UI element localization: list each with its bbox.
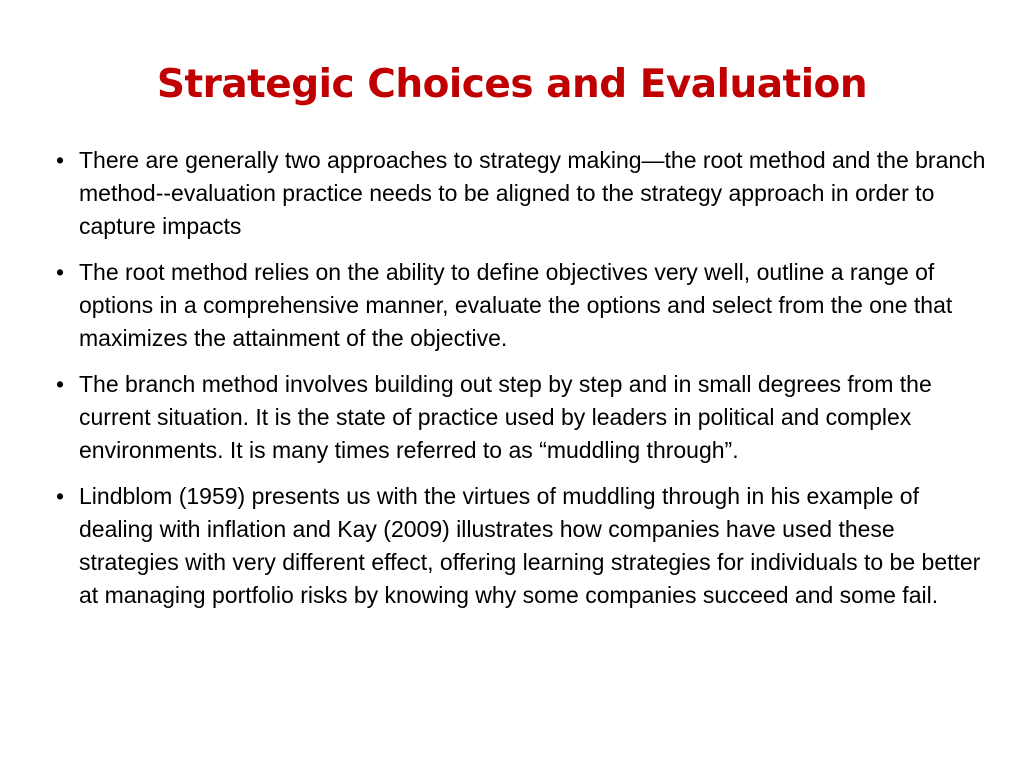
bullet-text: The root method relies on the ability to define objectives very well, outline a range of options in a comprehensive manner, evaluate the options and select from the one that maximizes the attainment of the objective. <box>79 259 953 351</box>
bullet-marker: • <box>56 371 65 397</box>
bullet-item <box>56 144 996 243</box>
bullet-item <box>56 368 996 467</box>
bullet-list <box>56 144 996 625</box>
bullet-text: There are generally two approaches to strategy making—the root method and the branch method--evaluation practice needs to be aligned to the strategy approach in order to capture impacts <box>79 147 986 239</box>
bullet-marker: • <box>56 147 65 173</box>
bullet-marker: • <box>56 483 65 509</box>
bullet-text: Lindblom (1959) presents us with the virtues of muddling through in his example of dealing with inflation and Kay (2009) illustrates how companies have used these strategies with very different effect, offering learning strategies for individuals to be better at managing portfolio risks by knowing why some companies succeed and some fail. <box>79 483 981 608</box>
bullet-text: The branch method involves building out step by step and in small degrees from the current situation. It is the state of practice used by leaders in political and complex environments. It is many times referred to as “muddling through”. <box>79 371 932 463</box>
bullet-item <box>56 256 996 355</box>
bullet-item <box>56 480 996 612</box>
slide-title: Strategic Choices and Evaluation <box>156 62 868 107</box>
bullet-marker: • <box>56 259 65 285</box>
